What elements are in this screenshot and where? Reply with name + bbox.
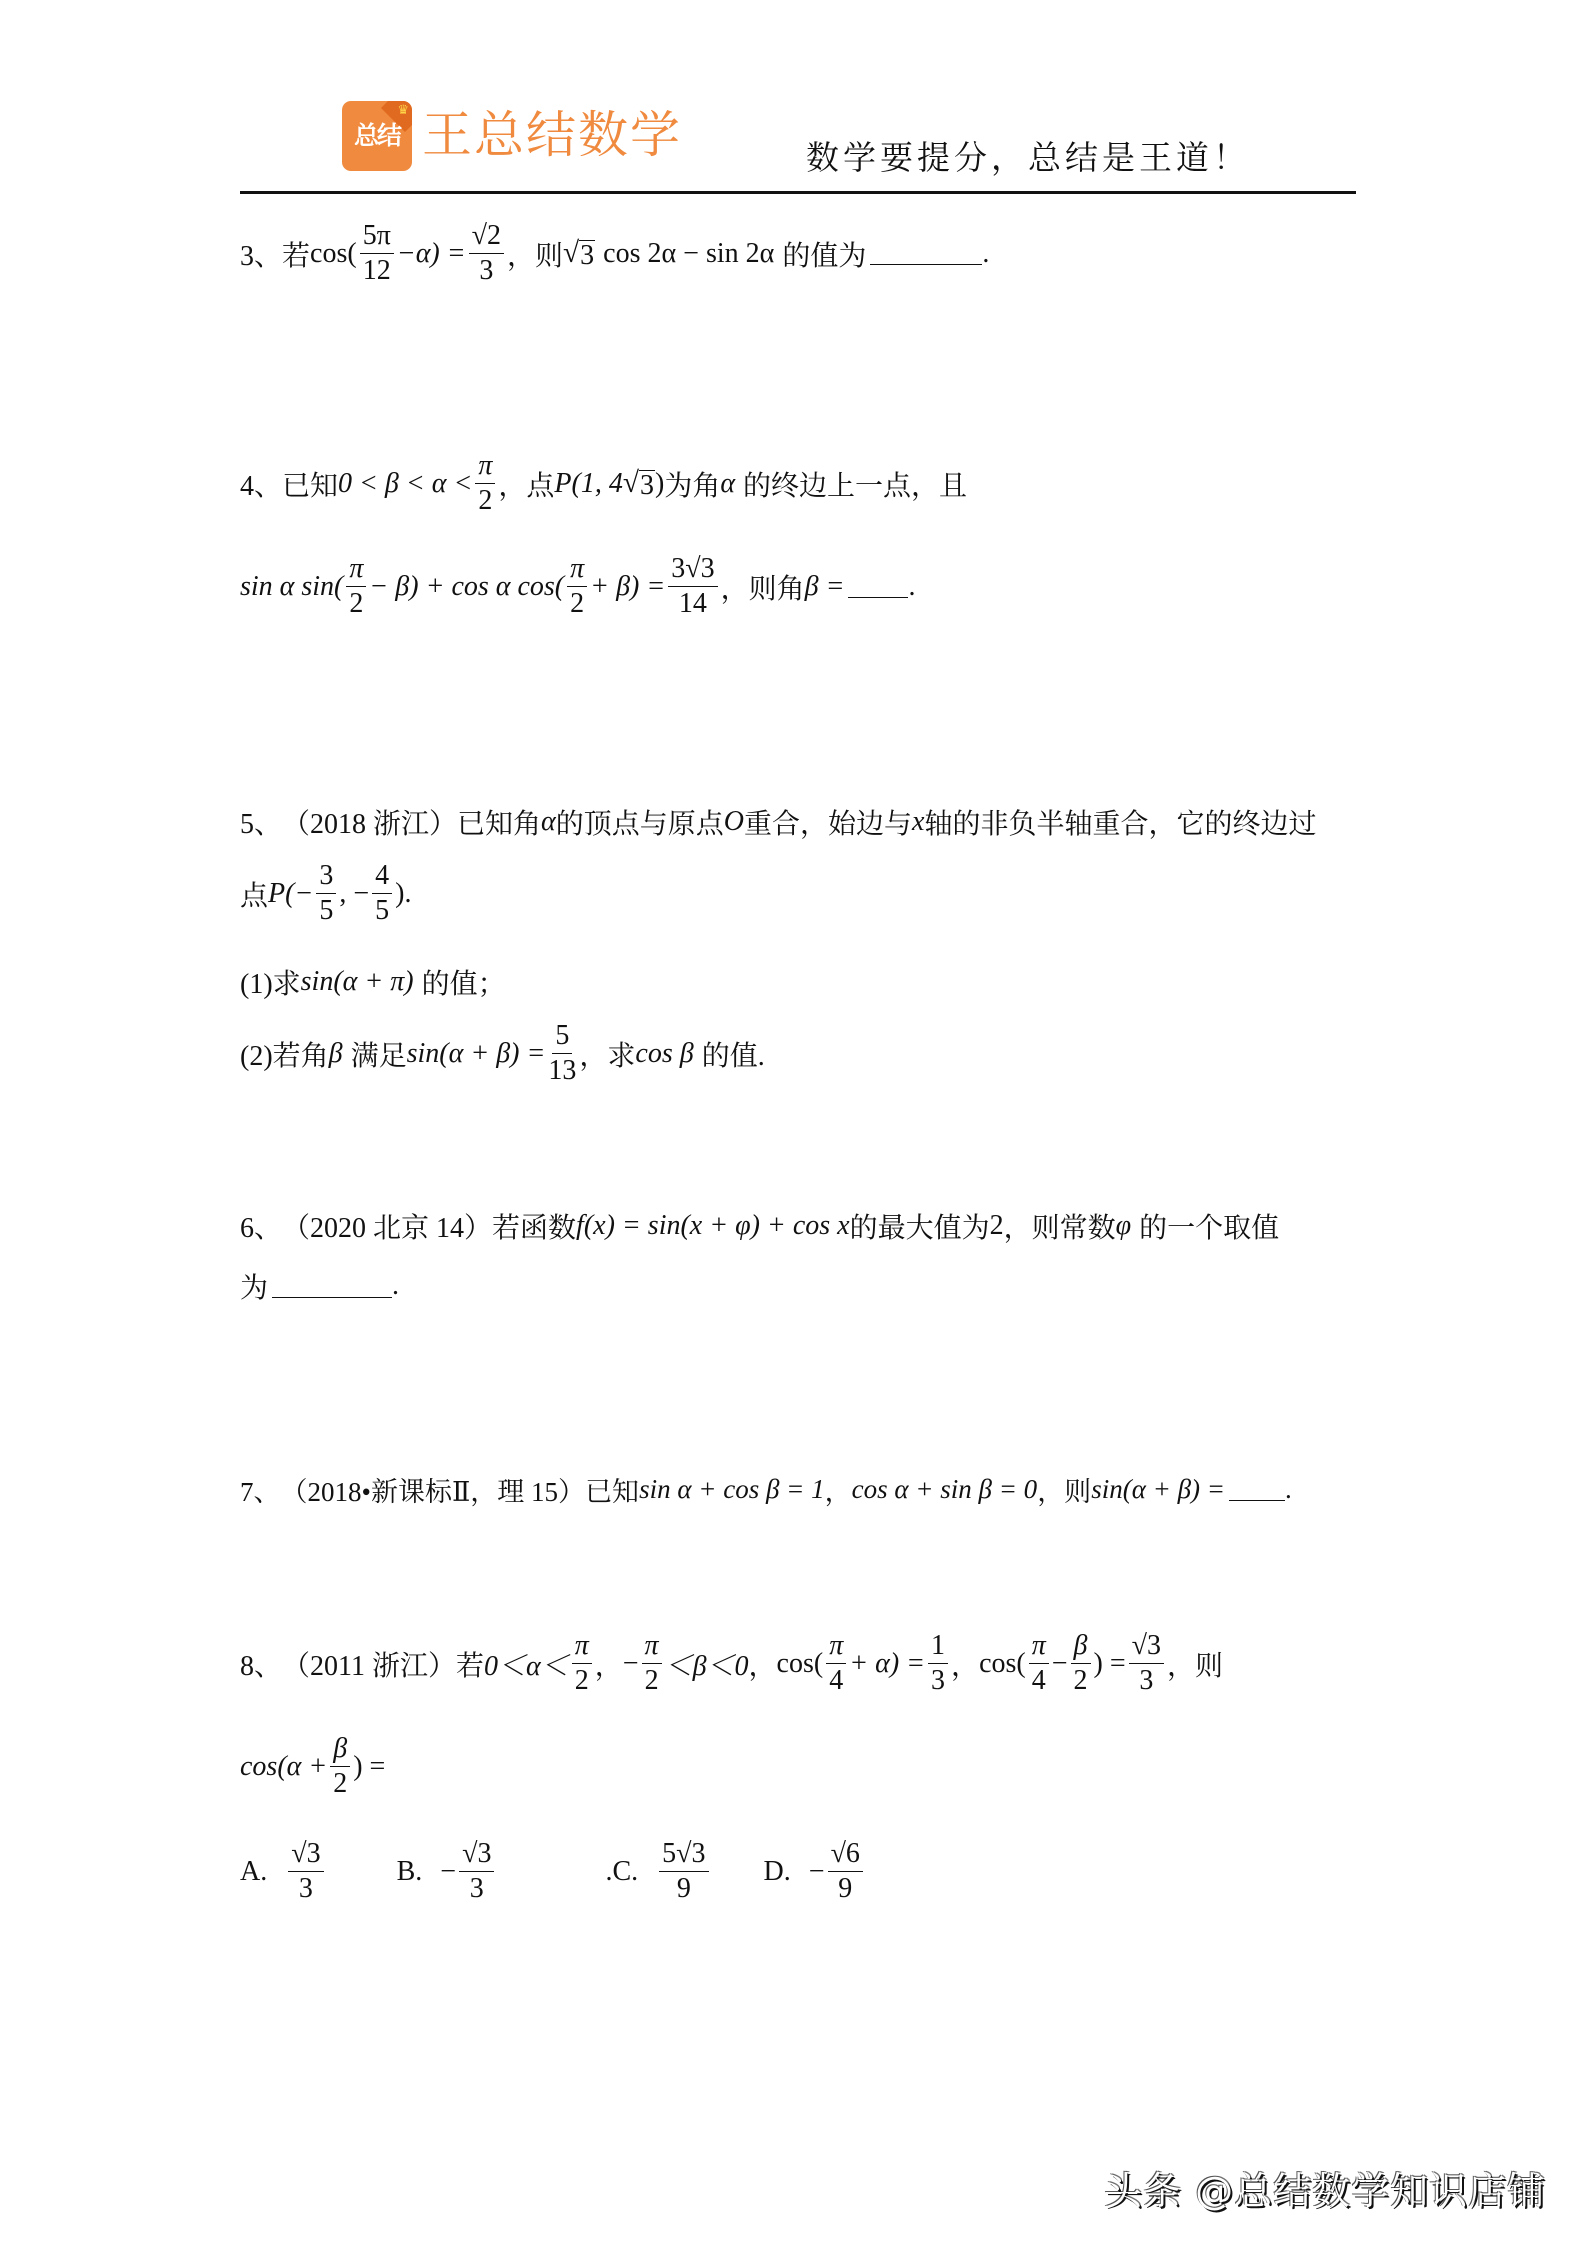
math-expr: 0 < β < α < <box>338 467 473 499</box>
math-expr: −α) = <box>396 237 466 269</box>
fraction: $\frac{5\pi}{12}$ <box>360 222 394 285</box>
math-expr: cos α + sin β = 0 <box>851 1474 1038 1504</box>
fraction: $\frac{\pi}{4}$ <box>826 1632 846 1695</box>
question-number: 3、 <box>240 240 283 272</box>
question-5-part-1: (1)求 sin(α + π) 的值； <box>240 966 506 1000</box>
math-expr: cos(α + <box>240 1750 328 1782</box>
fraction: $\frac{5√3}{9}$ <box>659 1840 708 1903</box>
fraction: $\frac{\pi}{2}$ <box>346 555 366 618</box>
question-text: ，则角 <box>720 573 805 605</box>
question-text: ，则 <box>507 240 564 272</box>
question-source: （2011 浙江） <box>282 1650 456 1682</box>
question-6: 6、 （2020 北京 14） 若函数 f(x) = sin(x + φ) + cos x 的最大值为 2 ，则常数 φ 的一个取值 <box>240 1206 1279 1246</box>
math-expr: sin(α + π) <box>300 966 414 997</box>
question-8-expression: cos(α + $\frac{\beta}{2}$ ) = <box>240 1733 386 1799</box>
question-source: （2018 浙江） <box>282 809 458 840</box>
question-text: 为角 <box>664 470 721 502</box>
math-expr: sin α sin( <box>240 570 344 602</box>
question-source: （2018•新课标Ⅱ，理 15） <box>280 1477 586 1507</box>
question-text: 已知 <box>282 470 339 502</box>
logo-icon-text: 总结 <box>353 121 400 150</box>
watermark: 头条 @总结数学知识店铺 <box>1104 2169 1547 2213</box>
answer-blank[interactable] <box>848 575 908 598</box>
math-expr: sin α + cos β = 1 <box>639 1474 825 1504</box>
option-b[interactable]: B. − $\frac{√3}{3}$ <box>397 1840 498 1903</box>
question-5-point: 点 P(− $\frac{3}{5}$ , − $\frac{4}{5}$ ). <box>240 860 412 926</box>
question-number: 4、 <box>240 470 283 502</box>
math-expr: cos 2α − sin 2α <box>603 237 775 269</box>
question-text: 的终边上一点，且 <box>743 470 968 502</box>
fraction: $\frac{\pi}{4}$ <box>1029 1632 1049 1695</box>
fraction: $\frac{3√3}{14}$ <box>668 555 717 618</box>
question-number: 5、 <box>240 809 283 840</box>
fraction: $\frac{\pi}{2}$ <box>567 555 587 618</box>
question-6-answer-line: 为 . <box>240 1270 400 1304</box>
header-slogan: 数学要提分，总结是王道！ <box>806 138 1250 177</box>
math-expr: sin(α + β) = <box>1091 1474 1225 1504</box>
fraction: $\frac{\beta}{2}$ <box>330 1735 350 1798</box>
fraction: $\frac{√6}{9}$ <box>828 1840 863 1903</box>
fraction: $\frac{√2}{3}$ <box>469 222 504 285</box>
fraction: $\frac{3}{5}$ <box>316 862 336 925</box>
fraction: $\frac{\pi}{2}$ <box>475 452 495 515</box>
question-7: 7、 （2018•新课标Ⅱ，理 15） 已知 sin α + cos β = 1 ， cos α + sin β = 0 ，则 sin(α + β) = . <box>240 1470 1292 1509</box>
question-8-options <box>240 1840 926 1903</box>
question-source: （2020 北京 14） <box>282 1213 493 1244</box>
question-text: 若 <box>282 240 311 272</box>
sqrt-expr: √ 3 <box>563 237 595 271</box>
fraction: $\frac{\beta}{2}$ <box>1071 1632 1091 1695</box>
logo-icon <box>342 101 412 171</box>
fraction: $\frac{5}{13}$ <box>548 1020 577 1086</box>
fraction: $\frac{√3}{3}$ <box>1129 1632 1164 1695</box>
fraction: $\frac{√3}{3}$ <box>459 1840 494 1903</box>
answer-blank[interactable] <box>272 1275 392 1298</box>
math-expr: − β) + cos α cos( <box>369 570 565 602</box>
option-c[interactable]: .C. $\frac{5√3}{9}$ <box>605 1840 711 1903</box>
sqrt-expr: √ 3 <box>622 467 654 501</box>
math-expr: cos β <box>635 1037 694 1069</box>
math-expr: sin(α + β) = <box>406 1037 546 1069</box>
question-number: 8、 <box>240 1650 283 1682</box>
math-expr: + β) = <box>590 570 666 602</box>
answer-blank[interactable] <box>1229 1478 1285 1501</box>
header-divider <box>240 191 1356 194</box>
crown-icon: ♛ <box>397 102 409 117</box>
question-4-condition: sin α sin( $\frac{\pi}{2}$ − β) + cos α cos( $\frac{\pi}{2}$ + β) = $\frac{3√3}{14}$ ，则角 β = . <box>240 553 916 619</box>
fraction: $\frac{\pi}{2}$ <box>642 1632 662 1695</box>
question-number: 7、 <box>240 1477 281 1507</box>
fraction: $\frac{4}{5}$ <box>372 862 392 925</box>
math-expr: f(x) = sin(x + φ) + cos x <box>576 1210 850 1241</box>
question-4: 4、 已知 0 < β < α < $\frac{\pi}{2}$ ，点 P(1, 4 √ 3 ) 为角 α 的终边上一点，且 <box>240 450 968 516</box>
option-d[interactable]: D. − $\frac{√6}{9}$ <box>764 1840 866 1903</box>
math-expr: cos( <box>310 237 357 269</box>
question-5-part-2: (2)若角 β 满足 sin(α + β) = $\frac{5}{13}$ ，求 cos β 的值. <box>240 1020 765 1086</box>
math-expr: P(1, 4 <box>554 467 623 499</box>
question-text: 的值为 <box>782 240 867 272</box>
question-number: 6、 <box>240 1213 283 1244</box>
answer-blank[interactable] <box>870 242 982 265</box>
option-a[interactable]: A. $\frac{√3}{3}$ <box>240 1840 327 1903</box>
fraction: $\frac{√3}{3}$ <box>288 1840 323 1903</box>
fraction: $\frac{1}{3}$ <box>928 1632 948 1695</box>
fraction: $\frac{\pi}{2}$ <box>572 1632 592 1695</box>
question-text: ，点 <box>498 470 555 502</box>
question-8: 8、 （2011 浙江） 若 0＜α＜ $\frac{\pi}{2}$ ， − $\frac{\pi}{2}$ ＜β＜0 ， cos( $\frac{\pi}{4}$ + α) = $\frac{1}{3}$ ， cos( $\frac{\pi}{4}$ − $\frac{\beta}{2}$ ) = $\frac{√3}{3}$ ，则 <box>240 1630 1224 1696</box>
logo-title: 王总结数学 <box>422 106 682 164</box>
question-3: 3、 若 cos( $\frac{5\pi}{12}$ −α) = $\frac{√2}{3}$ ，则 √ 3 cos 2α − sin 2α 的值为 . <box>240 220 990 286</box>
question-5: 5、 （2018 浙江） 已知角 α 的顶点与原点 O 重合，始边与 x 轴的非负半轴重合，它的终边过 <box>240 802 1316 842</box>
